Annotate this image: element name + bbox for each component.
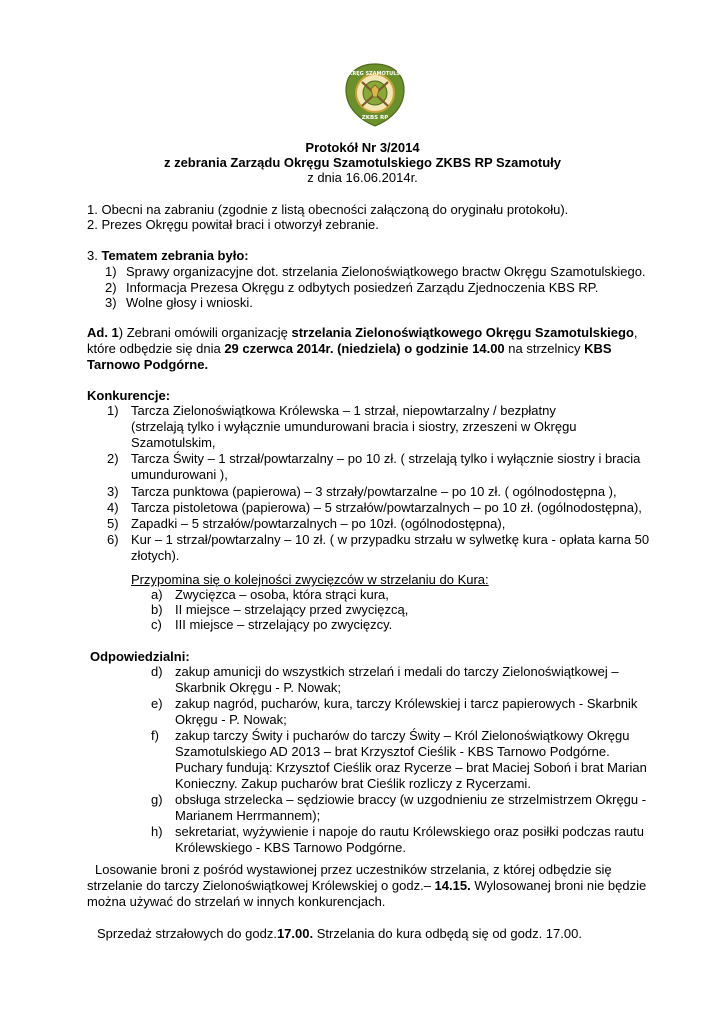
odpowiedzialni-heading: Odpowiedzialni: <box>90 649 190 664</box>
odpowiedzialny-letter: f) <box>151 728 159 743</box>
kolejnosc-number: a) <box>151 587 163 602</box>
intro-point-2: 2. Prezes Okręgu powitał braci i otworzył zebranie. <box>87 217 379 232</box>
agenda-item-number: 3) <box>105 295 117 310</box>
konkurencja-number: 4) <box>107 500 119 515</box>
sprzedaz-line <box>97 926 582 941</box>
kolejnosc-item: Zwycięzca – osoba, która strąci kura, <box>175 587 389 602</box>
club-emblem-logo <box>342 62 408 128</box>
document-date: z dnia 16.06.2014r. <box>307 170 418 185</box>
konkurencja-item-line: Tarcza pistoletowa (papierowa) – 5 strzałów/powtarzalnych – po 10 zł. (ogólnodostępna), <box>131 500 642 515</box>
konkurencje-heading: Konkurencje: <box>87 388 171 403</box>
ad1-text-4: na strzelnicy <box>504 341 585 356</box>
ad1-bold-date: 29 czerwca 2014r. (niedziela) o godzinie 14.00 <box>224 341 505 356</box>
odpowiedzialny-item-line: Szamotulskiego AD 2013 – brat Krzysztof Cieślik - KBS Tarnowo Podgórne. <box>175 744 610 759</box>
intro-point-1: 1. Obecni na zabraniu (zgodnie z listą obecności załączoną do oryginału protokołu). <box>87 202 569 217</box>
sprzedaz-time: 17.00. <box>276 926 314 941</box>
odpowiedzialny-item-line: Skarbnik Okręgu - P. Nowak; <box>175 680 341 695</box>
agenda-item: Wolne głosy i wnioski. <box>126 295 253 310</box>
odpowiedzialny-item-line: zakup tarczy Świty i pucharów do tarczy Świty – Król Zielonoświątkowy Okręgu <box>175 728 630 743</box>
odpowiedzialny-item-line: sekretariat, wyżywienie i napoje do rautu Królewskiego oraz posiłki podczas rautu <box>175 824 644 839</box>
konkurencja-number: 1) <box>107 403 119 418</box>
konkurencja-item-line: Tarcza punktowa (papierowa) – 3 strzały/powtarzalne – po 10 zł. ( ogólnodostępna ), <box>131 484 617 499</box>
ad1-label: Ad. 1 <box>87 325 119 340</box>
agenda-heading: Tematem zebrania było: <box>101 248 249 263</box>
document-subtitle: z zebrania Zarządu Okręgu Szamotulskiego ZKBS RP Szamotuły <box>163 155 562 170</box>
ad1-text-2: , <box>633 325 638 340</box>
odpowiedzialny-letter: h) <box>151 824 163 839</box>
agenda-item-number: 2) <box>105 280 117 295</box>
konkurencja-number: 2) <box>107 451 119 466</box>
ad1-line-2 <box>87 341 612 356</box>
ad1-bold-event: strzelania Zielonoświątkowego Okręgu Szamotulskiego <box>291 325 634 340</box>
sprzedaz-text-c: Strzelania do kura odbędą się od godz. 17.00. <box>313 926 582 941</box>
odpowiedzialny-letter: d) <box>151 664 163 679</box>
odpowiedzialny-item-line: Okręgu - P. Nowak; <box>175 712 287 727</box>
kolejnosc-item: III miejsce – strzelający po zwycięzcy. <box>175 617 393 632</box>
ad1-line-3: Tarnowo Podgórne. <box>87 357 209 372</box>
odpowiedzialny-item-line: zakup amunicji do wszystkich strzelań i medali do tarczy Zielonoświątkowej – <box>175 664 619 679</box>
konkurencja-number: 6) <box>107 532 119 547</box>
agenda-prefix: 3. <box>87 248 102 263</box>
agenda-item-number: 1) <box>105 264 117 279</box>
agenda-item: Sprawy organizacyjne dot. strzelania Zielonoświątkowego bractw Okręgu Szamotulskiego. <box>126 264 646 279</box>
konkurencja-item-line: złotych). <box>131 548 180 563</box>
losowanie-line-3: można używać do strzelań w innych konkurencjach. <box>87 894 386 909</box>
odpowiedzialny-item-line: zakup nagród, pucharów, kura, tarczy Królewskiej i tarcz papierowych - Skarbnik <box>175 696 638 711</box>
kolejnosc-item: II miejsce – strzelający przed zwycięzcą, <box>175 602 409 617</box>
konkurencja-number: 3) <box>107 484 119 499</box>
konkurencja-item-line: umundurowani ), <box>131 467 228 482</box>
konkurencja-item-line: (strzelają tylko i wyłącznie umundurowani bracia i siostry, zrzeszeni w Okręgu <box>131 419 577 434</box>
kolejnosc-heading: Przypomina się o kolejności zwycięzców w strzelaniu do Kura: <box>131 572 489 587</box>
odpowiedzialny-letter: g) <box>151 792 163 807</box>
document-title: Protokół Nr 3/2014 <box>305 140 420 155</box>
odpowiedzialny-item-line: Królewskiego - KBS Tarnowo Podgórne. <box>175 840 406 855</box>
losowanie-line-2 <box>87 878 646 893</box>
odpowiedzialny-item-line: Puchary fundują: Krzysztof Cieślik oraz Rycerze – brat Maciej Soboń i brat Marian <box>175 760 647 775</box>
ad1-text-3: które odbędzie się dnia <box>87 341 225 356</box>
losowanie-time: 14.15. <box>434 878 471 893</box>
kolejnosc-number: c) <box>151 617 162 632</box>
agenda-heading-line <box>87 248 249 263</box>
konkurencja-item-line: Szamotulskim, <box>131 435 216 450</box>
konkurencja-item-line: Tarcza Świty – 1 strzał/powtarzalny – po 10 zł. ( strzelają tylko i wyłącznie siostry i bracia <box>131 451 641 466</box>
odpowiedzialny-letter: e) <box>151 696 163 711</box>
ad1-line-1 <box>87 325 638 340</box>
konkurencja-number: 5) <box>107 516 119 531</box>
kolejnosc-number: b) <box>151 602 163 617</box>
odpowiedzialny-item-line: Marianem Herrmannem); <box>175 808 321 823</box>
odpowiedzialny-item-line: obsługa strzelecka – sędziowie braccy (w uzgodnieniu ze strzelmistrzem Okręgu - <box>175 792 647 807</box>
losowanie-line-1: Losowanie broni z pośród wystawionej przez uczestników strzelania, z której odbędzie się <box>95 862 612 877</box>
logo-top-text: OKRĘG SZAMOTULSKI <box>344 71 406 77</box>
konkurencja-item-line: Zapadki – 5 strzałów/powtarzalnych – po 10zł. (ogólnodostępna), <box>131 516 506 531</box>
odpowiedzialny-item-line: Konieczny. Zakup pucharów brat Cieślik rozliczy z Rycerzami. <box>175 776 531 791</box>
ad1-bold-kbs: KBS <box>584 341 612 356</box>
losowanie-text-a: strzelanie do tarczy Zielonoświątkowej Królewskiej o godz.– <box>87 878 435 893</box>
ad1-text-1: ) Zebrani omówili organizację <box>118 325 292 340</box>
konkurencja-item-line: Tarcza Zielonoświątkowa Królewska – 1 strzał, niepowtarzalny / bezpłatny <box>131 403 556 418</box>
sprzedaz-text-a: Sprzedaż strzałowych do godz. <box>97 926 277 941</box>
logo-bottom-text: ZKBS RP <box>361 115 389 121</box>
agenda-item: Informacja Prezesa Okręgu z odbytych posiedzeń Zarządu Zjednoczenia KBS RP. <box>126 280 599 295</box>
konkurencja-item-line: Kur – 1 strzał/powtarzalny – 10 zł. ( w przypadku strzału w sylwetkę kura - opłata karna 50 <box>131 532 650 547</box>
losowanie-text-c: Wylosowanej broni nie będzie <box>470 878 647 893</box>
